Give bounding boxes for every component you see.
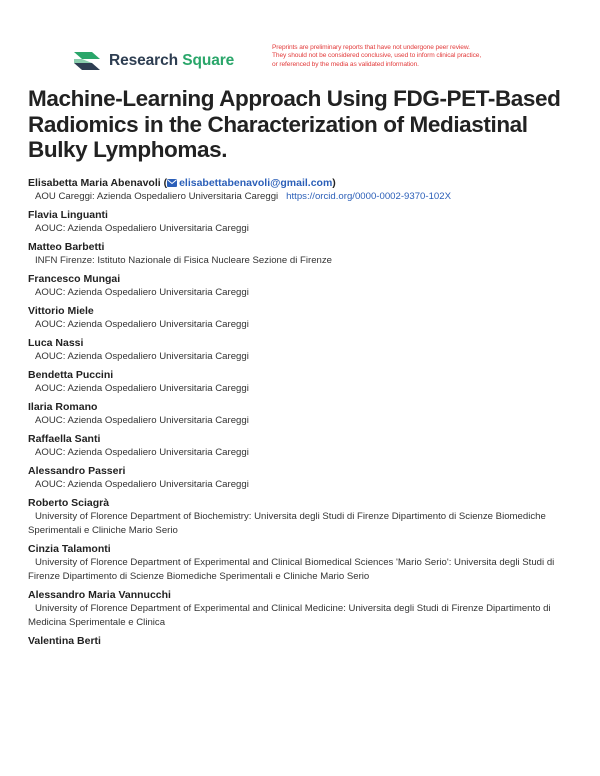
author-affiliation: AOUC: Azienda Ospedaliero Universitaria Careggi [35, 479, 249, 490]
author-entry [28, 464, 573, 492]
author-entry [28, 272, 573, 300]
disclaimer-line: They should not be considered conclusive, used to inform clinical practice, [272, 52, 482, 60]
author-affiliation: AOUC: Azienda Ospedaliero Universitaria Careggi [35, 319, 249, 330]
author-affiliation: INFN Firenze: Istituto Nazionale di Fisica Nucleare Sezione di Firenze [35, 255, 332, 266]
corresponding-author-name: Elisabetta Maria Abenavoli [28, 177, 161, 189]
logo-square: Square [182, 52, 235, 69]
logo-research: Research [109, 52, 178, 69]
author-name: Roberto Sciagrà [28, 497, 110, 509]
author-list [28, 176, 573, 652]
preprint-disclaimer [272, 44, 542, 69]
research-square-logo[interactable] [72, 48, 234, 74]
envelope-icon [167, 179, 177, 187]
affiliation-text: AOU Careggi: Azienda Ospedaliero Universitaria Careggi [35, 191, 279, 202]
author-entry [28, 336, 573, 364]
author-affiliation: University of Florence Department of Experimental and Clinical Biomedical Sciences 'Mario Serio': Universita degli Studi di Firenze Dipartimento di Scienze Biomediche Sperimentali e Cliniche Mario Serio [28, 557, 555, 582]
author-name: Valentina Berti [28, 635, 101, 647]
research-square-logo-icon [72, 48, 102, 74]
author-email-link[interactable]: elisabettabenavoli@gmail.com [179, 177, 333, 189]
author-name: Cinzia Talamonti [28, 543, 111, 555]
author-entry [28, 176, 573, 204]
author-affiliation: AOUC: Azienda Ospedaliero Universitaria Careggi [35, 287, 249, 298]
author-name: Matteo Barbetti [28, 241, 105, 253]
orcid-link[interactable]: https://orcid.org/0000-0002-9370-102X [286, 191, 451, 202]
author-name: Bendetta Puccini [28, 369, 114, 381]
author-name: Ilaria Romano [28, 401, 98, 413]
author-name: Alessandro Maria Vannucchi [28, 589, 171, 601]
author-entry [28, 240, 573, 268]
author-entry [28, 432, 573, 460]
author-name: Luca Nassi [28, 337, 84, 349]
paren-close: ) [332, 177, 336, 189]
author-entry [28, 400, 573, 428]
logo-wordmark [109, 52, 234, 70]
author-entry [28, 588, 573, 630]
author-affiliation: University of Florence Department of Experimental and Clinical Medicine: Universita degli Studi di Firenze Dipartimento di Medicina Sperimentale e Clinica [28, 603, 551, 628]
author-name: Raffaella Santi [28, 433, 101, 445]
author-name: Flavia Linguanti [28, 209, 108, 221]
author-entry [28, 634, 573, 648]
author-name: Francesco Mungai [28, 273, 121, 285]
author-entry [28, 208, 573, 236]
author-affiliation: University of Florence Department of Biochemistry: Universita degli Studi di Firenze Dipartimento di Scienze Biomediche Sperimentali e Cliniche Mario Serio [28, 511, 546, 536]
author-name: Alessandro Passeri [28, 465, 126, 477]
author-affiliation: AOUC: Azienda Ospedaliero Universitaria Careggi [35, 415, 249, 426]
author-affiliation: AOUC: Azienda Ospedaliero Universitaria Careggi [35, 223, 249, 234]
author-name: Vittorio Miele [28, 305, 94, 317]
disclaimer-line: Preprints are preliminary reports that have not undergone peer review. [272, 44, 470, 51]
author-affiliation: AOUC: Azienda Ospedaliero Universitaria Careggi [35, 447, 249, 458]
author-entry [28, 496, 573, 538]
header [72, 44, 542, 80]
author-affiliation: AOUC: Azienda Ospedaliero Universitaria Careggi [35, 351, 249, 362]
paper-title: Machine-Learning Approach Using FDG-PET-Based Radiomics in the Characterization of Mediastinal Bulky Lymphomas. [28, 86, 561, 162]
author-name [28, 176, 573, 190]
author-affiliation [28, 190, 573, 204]
author-entry [28, 542, 573, 584]
author-entry [28, 304, 573, 332]
disclaimer-line: or referenced by the media as validated information. [272, 60, 419, 68]
author-affiliation: AOUC: Azienda Ospedaliero Universitaria Careggi [35, 383, 249, 394]
author-entry [28, 368, 573, 396]
paren-open: ( [163, 177, 168, 189]
